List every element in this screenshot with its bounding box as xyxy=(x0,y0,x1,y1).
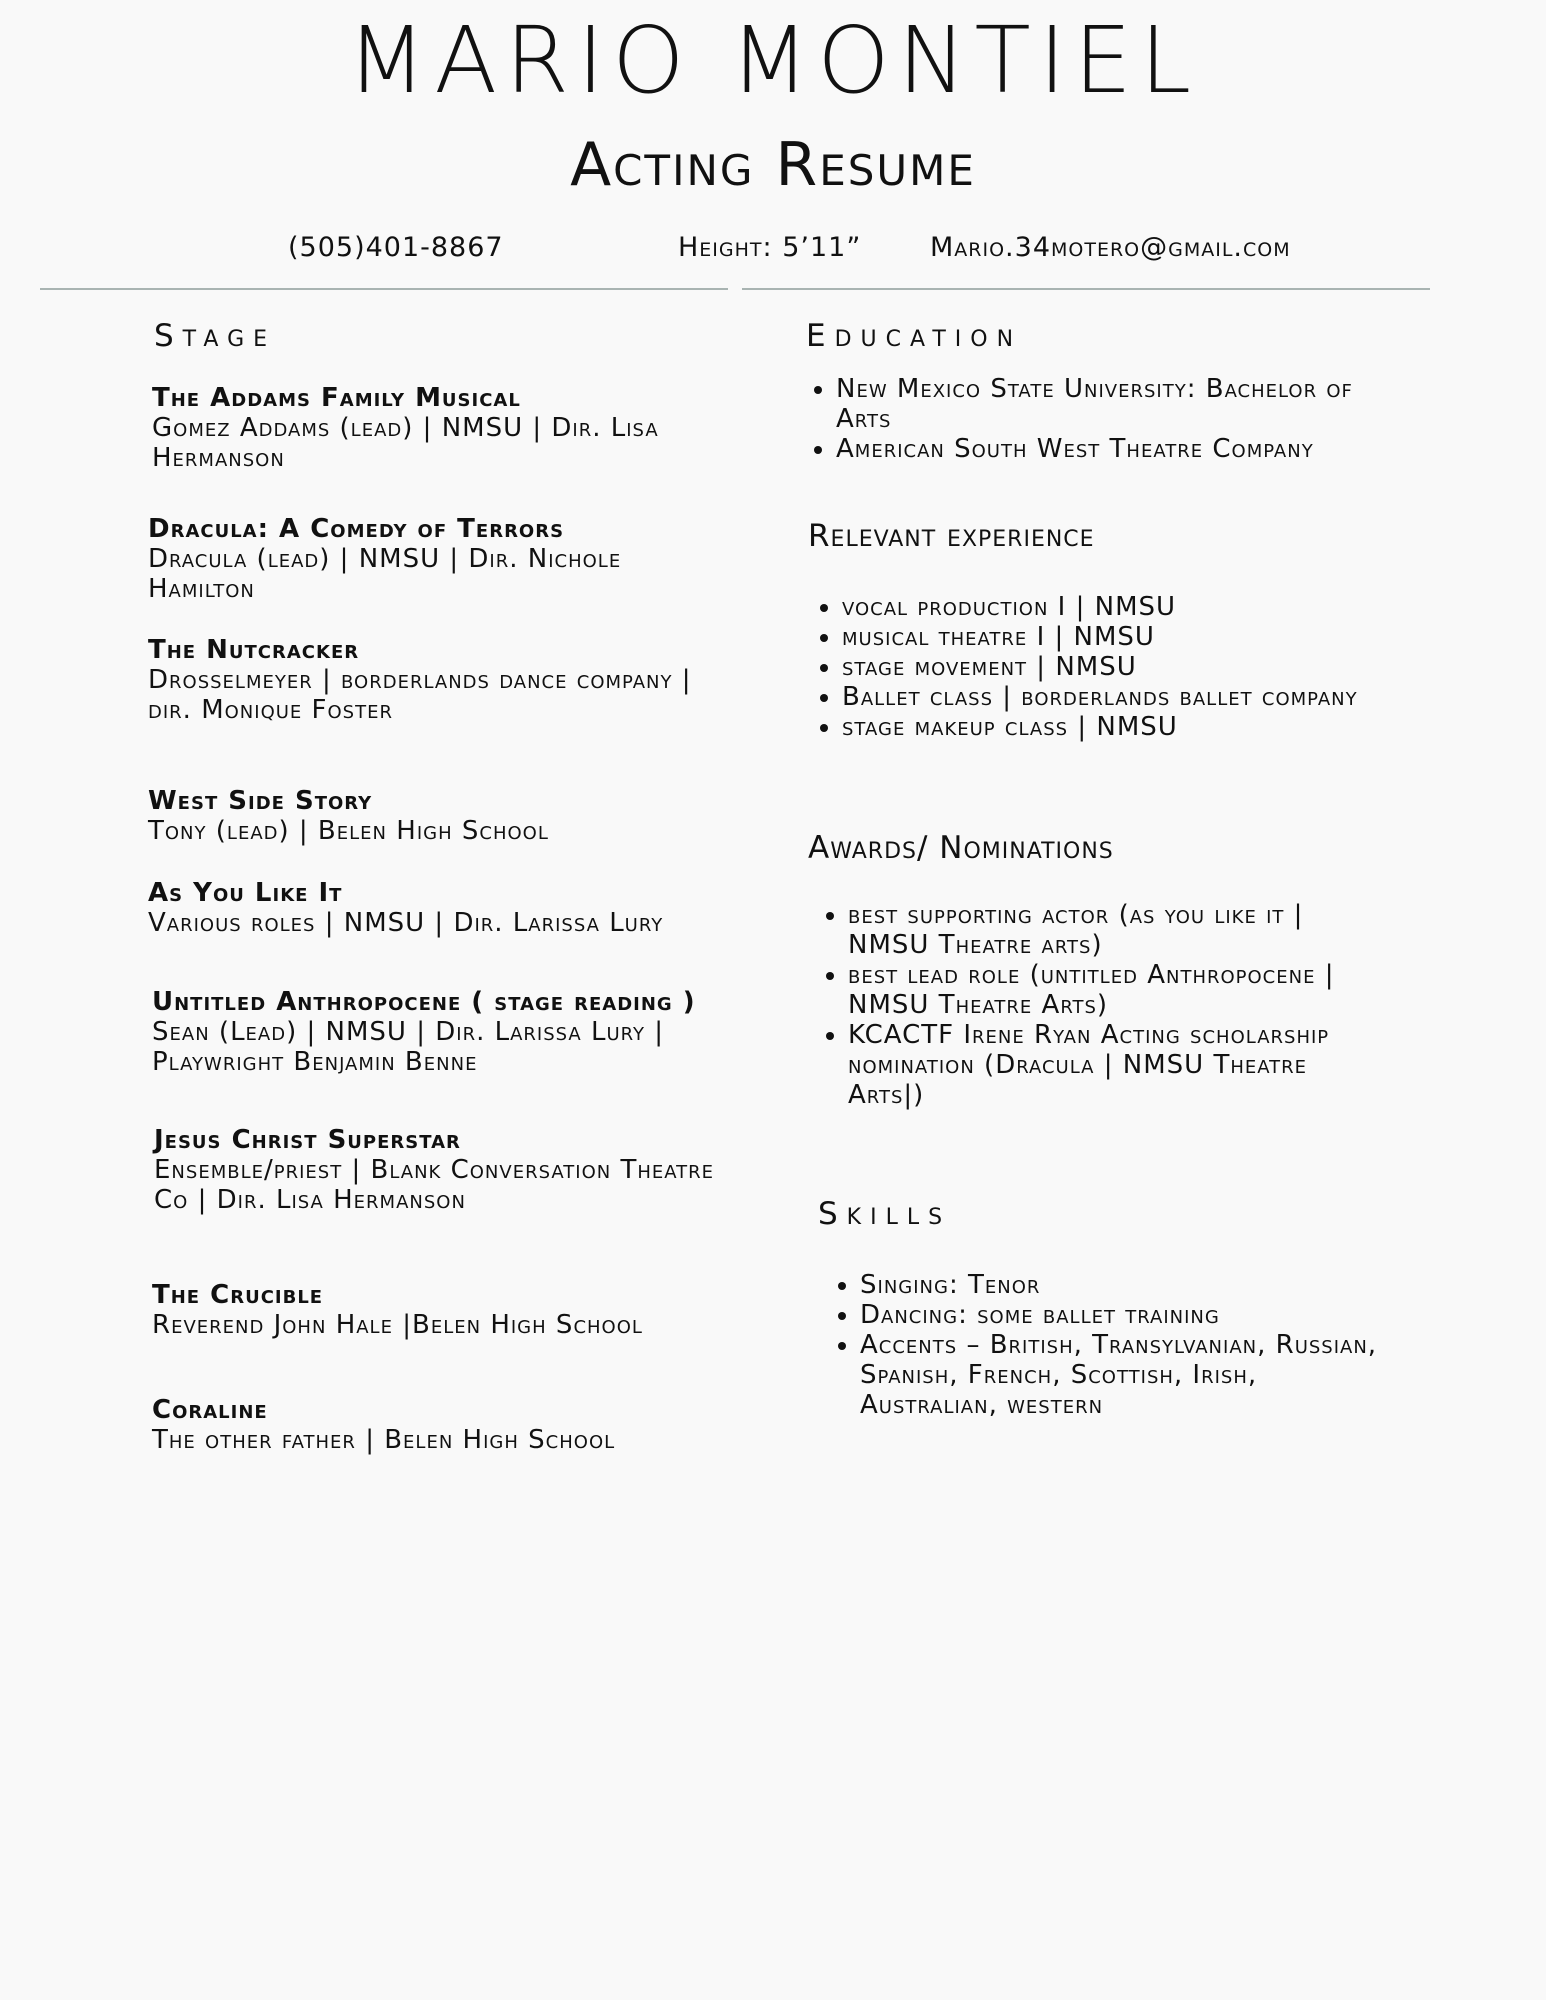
list-item: • KCACTF Irene Ryan Acting scholarship nomination (Dracula | NMSU Theatre Arts|) xyxy=(848,1020,1388,1110)
stage-entry-title: The Crucible xyxy=(152,1280,324,1310)
divider-right xyxy=(742,288,1430,290)
skills-section-title: Skills xyxy=(818,1196,952,1232)
stage-entry-details: Dracula (lead) | NMSU | Dir. Nichole Hamilton xyxy=(148,544,622,604)
list-item: • American South West Theatre Company xyxy=(836,434,1376,464)
list-item: • stage makeup class | NMSU xyxy=(842,712,1382,742)
list-item: • New Mexico State University: Bachelor of Arts xyxy=(836,374,1376,434)
height-info: Height: 5’11” xyxy=(678,232,862,263)
stage-entry xyxy=(148,514,728,604)
stage-entry-details: Reverend John Hale |Belen High School xyxy=(152,1310,643,1340)
list-item: • best supporting actor (as you like it | NMSU Theatre arts) xyxy=(848,900,1388,960)
awards-list xyxy=(814,900,1388,1110)
list-item: • best lead role (untitled Anthropocene | NMSU Theatre Arts) xyxy=(848,960,1388,1020)
resume-subtitle: Acting Resume xyxy=(570,130,976,200)
stage-entry-title: Jesus Christ Superstar xyxy=(154,1125,461,1155)
stage-entry-title: Dracula: A Comedy of Terrors xyxy=(148,514,565,544)
phone-number: (505)401-8867 xyxy=(288,232,504,263)
list-item: • vocal production I | NMSU xyxy=(842,592,1382,622)
stage-entry-title: As You Like It xyxy=(148,878,343,908)
list-item: • Dancing: some ballet training xyxy=(860,1300,1400,1330)
stage-entry xyxy=(152,1280,732,1340)
stage-entry-details: Sean (Lead) | NMSU | Dir. Larissa Lury | Playwright Benjamin Benne xyxy=(152,1017,665,1077)
education-section-title: Education xyxy=(806,318,1023,354)
stage-entry-details: Ensemble/priest | Blank Conversation Theatre Co | Dir. Lisa Hermanson xyxy=(154,1155,715,1215)
list-item: • stage movement | NMSU xyxy=(842,652,1382,682)
list-item: • Accents – British, Transylvanian, Russian, Spanish, French, Scottish, Irish, Australian, western xyxy=(860,1330,1400,1420)
stage-entry-details: Drosselmeyer | borderlands dance company | dir. Monique Foster xyxy=(148,665,692,725)
awards-section-title: Awards/ Nominations xyxy=(808,830,1114,866)
stage-entry-title: Untitled Anthropocene ( stage reading ) xyxy=(152,987,696,1017)
stage-entry-details: The other father | Belen High School xyxy=(152,1425,616,1455)
divider-left xyxy=(40,288,728,290)
stage-entry-details: Various roles | NMSU | Dir. Larissa Lury xyxy=(148,908,664,938)
resume-name: MARIO MONTIEL xyxy=(346,7,1200,114)
relevant-experience-list xyxy=(808,592,1382,742)
email-address: Mario.34motero@gmail.com xyxy=(930,232,1291,263)
stage-entry-details: Gomez Addams (lead) | NMSU | Dir. Lisa Hermanson xyxy=(152,413,659,473)
stage-entry xyxy=(148,786,728,846)
stage-entry xyxy=(148,635,728,725)
stage-entry xyxy=(152,1395,732,1455)
stage-entry xyxy=(152,383,732,473)
stage-entry xyxy=(148,878,728,938)
list-item: • musical theatre I | NMSU xyxy=(842,622,1382,652)
stage-entry-title: Coraline xyxy=(152,1395,268,1425)
stage-entry-title: The Addams Family Musical xyxy=(152,383,521,413)
relevant-experience-title: Relevant experience xyxy=(808,518,1095,554)
skills-list xyxy=(826,1270,1400,1420)
stage-entry xyxy=(152,987,732,1077)
stage-section-title: Stage xyxy=(154,318,277,354)
stage-entry-title: The Nutcracker xyxy=(148,635,360,665)
education-list xyxy=(802,374,1376,464)
stage-entry-title: West Side Story xyxy=(148,786,373,816)
stage-entry xyxy=(154,1125,734,1215)
list-item: • Ballet class | borderlands ballet company xyxy=(842,682,1382,712)
stage-entry-details: Tony (lead) | Belen High School xyxy=(148,816,549,846)
list-item: • Singing: Tenor xyxy=(860,1270,1400,1300)
